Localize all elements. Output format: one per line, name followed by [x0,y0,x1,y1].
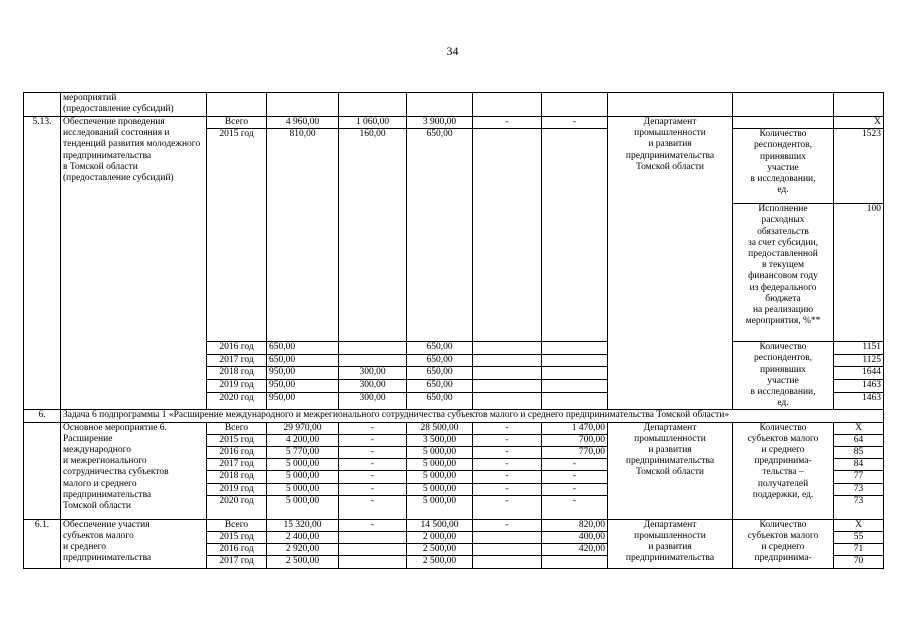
period-cell: Всего [207,422,267,434]
federal-cell: - [339,519,407,531]
value-cell: 73 [834,495,884,519]
local-cell [473,532,542,544]
regional-cell: 5 000,00 [407,495,473,519]
total-cell: 29 970,00 [267,422,339,434]
total-cell: 5 770,00 [267,447,339,459]
value-cell: 1125 [834,354,884,367]
continuation-row [24,93,884,117]
federal-cell [339,354,407,367]
total-cell: 15 320,00 [267,519,339,531]
federal-cell: - [339,447,407,459]
federal-cell: - [339,459,407,471]
value-cell: 1463 [834,380,884,393]
regional-cell: 5 000,00 [407,447,473,459]
total-cell: 950,00 [267,392,339,410]
page-number: 34 [446,44,459,58]
value-cell: 1151 [834,342,884,355]
period-cell: 2017 год [207,459,267,471]
item-number: 6.1. [24,519,61,568]
federal-cell [339,544,407,556]
value-cell: 1523 [834,129,884,204]
period-cell: Всего [207,519,267,531]
total-cell: 5 000,00 [267,495,339,519]
table-row [24,117,884,129]
value-cell: 100 [834,204,884,342]
federal-cell: 300,00 [339,367,407,380]
value-cell: 71 [834,544,884,556]
value-cell: 70 [834,556,884,568]
total-cell: 4 960,00 [267,117,339,129]
indicator: Количество респондентов, принявших участие в исследовании, ед. [733,342,834,410]
regional-cell: 650,00 [407,342,473,355]
item-name: мероприятий (предоставление субсидий) [61,93,207,117]
local-cell: - [473,471,542,483]
federal-cell: - [339,471,407,483]
total-cell: 2 400,00 [267,532,339,544]
period-cell: 2017 год [207,556,267,568]
indicator: Количество респондентов, принявших участие в исследовании, ед. [733,129,834,204]
period-cell: 2015 год [207,129,267,342]
extra-cell: 700,00 [542,434,608,446]
local-cell: - [473,459,542,471]
total-cell: 4 200,00 [267,434,339,446]
regional-cell: 5 000,00 [407,459,473,471]
extra-cell: - [542,483,608,495]
federal-cell: - [339,422,407,434]
period-cell: 2019 год [207,483,267,495]
extra-cell: - [542,471,608,483]
value-cell: 64 [834,434,884,446]
local-cell [473,544,542,556]
federal-cell: 1 060,00 [339,117,407,129]
local-cell: - [473,495,542,519]
period-cell: 2016 год [207,342,267,355]
task-title: Задача 6 подпрограммы 1 «Расширение международного и межрегионального сотрудничества субъектов малого и среднего предпринимательства Томской области» [61,410,884,422]
federal-cell [339,532,407,544]
regional-cell: 650,00 [407,380,473,393]
period-cell: 2015 год [207,532,267,544]
indicator-empty [733,117,834,129]
total-cell: 2 920,00 [267,544,339,556]
period-cell: Всего [207,117,267,129]
local-cell: - [473,422,542,434]
federal-cell: 300,00 [339,380,407,393]
regional-cell: 3 900,00 [407,117,473,129]
value-cell: 77 [834,471,884,483]
regional-cell: 28 500,00 [407,422,473,434]
total-cell: 5 000,00 [267,459,339,471]
period-cell: 2015 год [207,434,267,446]
value-cell: 85 [834,447,884,459]
regional-cell: 2 500,00 [407,556,473,568]
federal-cell: - [339,483,407,495]
value-cell: 84 [834,459,884,471]
extra-cell: - [542,117,608,129]
extra-cell: 770,00 [542,447,608,459]
total-cell: 650,00 [267,354,339,367]
local-cell: - [473,447,542,459]
local-cell: - [473,117,542,129]
total-cell: 5 000,00 [267,471,339,483]
table-row [24,519,884,531]
total-cell: 5 000,00 [267,483,339,495]
extra-cell: - [542,495,608,519]
period-cell: 2018 год [207,367,267,380]
indicator: Количество субъектов малого и среднего предпринима- [733,519,834,568]
value-cell: Х [834,519,884,531]
period-cell: 2020 год [207,392,267,410]
regional-cell: 2 500,00 [407,544,473,556]
item-name: Обеспечение проведения исследований состояния и тенденций развития молодежного предпринимательства в Томской области (предоставление субсидий) [61,117,207,410]
period-cell: 2016 год [207,447,267,459]
value-cell: 1644 [834,367,884,380]
local-cell: - [473,434,542,446]
regional-cell: 5 000,00 [407,471,473,483]
regional-cell: 650,00 [407,129,473,342]
executor: Департамент промышленности и развития предпринимательства Томской области [608,422,733,519]
federal-cell: - [339,434,407,446]
value-cell: 1463 [834,392,884,410]
extra-cell: 820,00 [542,519,608,531]
regional-cell: 650,00 [407,354,473,367]
regional-cell: 5 000,00 [407,483,473,495]
item-number: 5.13. [24,117,61,410]
period-cell: 2017 год [207,354,267,367]
executor: Департамент промышленности и развития предпринимательства [608,519,733,568]
value-cell: Х [834,422,884,434]
table-row [24,422,884,434]
regional-cell: 650,00 [407,367,473,380]
federal-cell: 300,00 [339,392,407,410]
period-cell: 2020 год [207,495,267,519]
federal-cell: 160,00 [339,129,407,342]
item-name: Основное мероприятие 6. Расширение международного и межрегионального сотрудничества субъектов малого и среднего предпринимательства Томской области [61,422,207,519]
total-cell: 2 500,00 [267,556,339,568]
extra-cell: 400,00 [542,532,608,544]
total-cell: 810,00 [267,129,339,342]
extra-cell [542,556,608,568]
local-cell: - [473,519,542,531]
period-cell: 2018 год [207,471,267,483]
executor: Департамент промышленности и развития предпринимательства Томской области [608,117,733,410]
regional-cell: 14 500,00 [407,519,473,531]
indicator: Исполнение расходных обязательств за счет субсидии, предоставленной в текущем финансовом году из федерального бюджета на реализацию мероприятия, %** [733,204,834,342]
extra-cell: - [542,459,608,471]
regional-cell: 650,00 [407,392,473,410]
period-cell: 2019 год [207,380,267,393]
total-cell: 950,00 [267,367,339,380]
total-cell: 950,00 [267,380,339,393]
item-name: Обеспечение участия субъектов малого и среднего предпринимательства [61,519,207,568]
indicator: Количество субъектов малого и среднего предпринима- тельства – получателей поддержки, ед. [733,422,834,519]
local-cell: - [473,483,542,495]
regional-cell: 2 000,00 [407,532,473,544]
task-row [24,410,884,422]
value-cell: Х [834,117,884,129]
value-cell: 73 [834,483,884,495]
value-cell: 55 [834,532,884,544]
regional-cell: 3 500,00 [407,434,473,446]
program-table [23,92,884,569]
extra-cell: 1 470,00 [542,422,608,434]
period-cell: 2016 год [207,544,267,556]
federal-cell [339,342,407,355]
federal-cell: - [339,495,407,519]
task-number: 6. [24,410,61,422]
federal-cell [339,556,407,568]
local-cell [473,556,542,568]
total-cell: 650,00 [267,342,339,355]
extra-cell: 420,00 [542,544,608,556]
